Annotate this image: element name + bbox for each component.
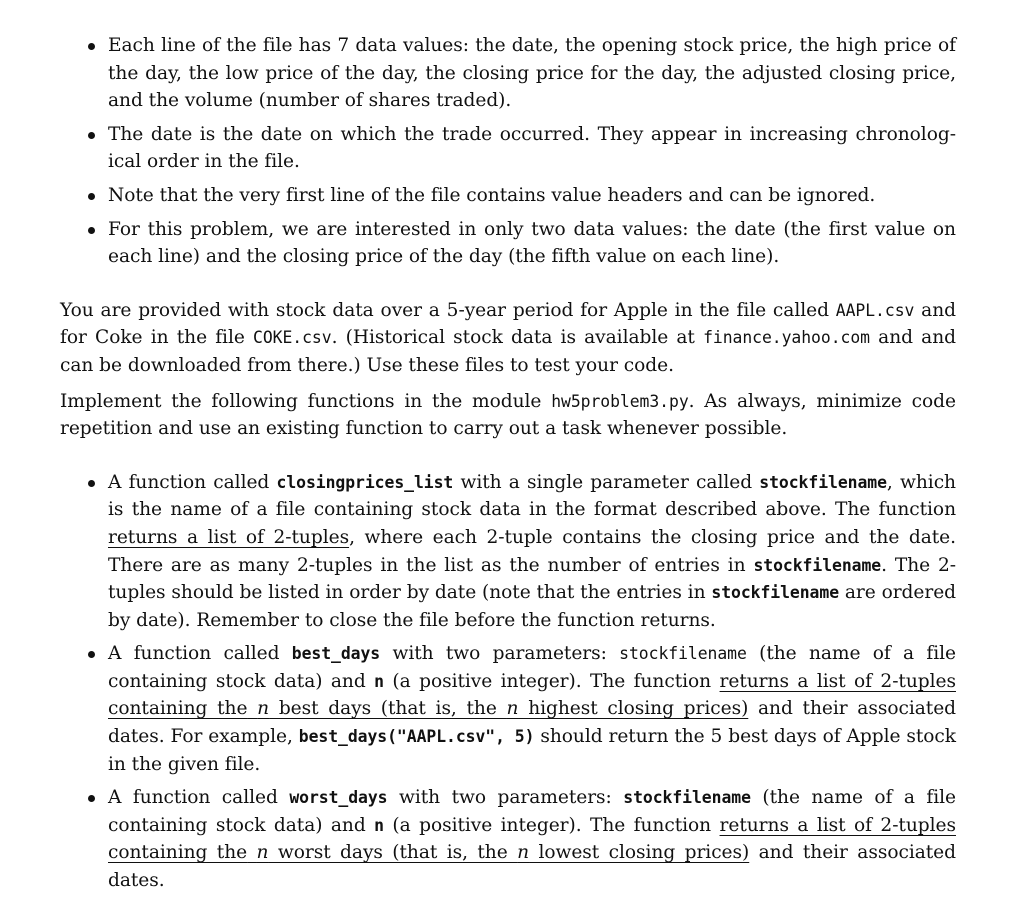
paragraph-text: . (Historical stock data is available at xyxy=(331,327,704,349)
item-text: and their associated dates. For example, xyxy=(108,698,956,748)
underlined-text: returns a list of 2-tuples xyxy=(719,814,956,836)
bullet-text: The date is the date on which the trade occurred. They appear in increasing chronological order in the file. xyxy=(108,123,956,173)
file-format-list xyxy=(60,32,956,271)
underlined-text: returns a list of 2-tuples xyxy=(719,670,956,692)
param-n: n xyxy=(374,815,384,835)
finance-site: finance.yahoo.com xyxy=(703,328,870,348)
math-n: n xyxy=(506,698,519,720)
list-item xyxy=(108,182,956,210)
returns-underline: returns a list of 2-tuples xyxy=(108,526,350,548)
item-text: , which is the name of a file containing stock data in the format described above. The function xyxy=(108,471,956,521)
bullet-icon xyxy=(88,43,95,50)
item-text: should return the 5 best days of Apple stock in the given file. xyxy=(108,726,956,775)
item-text: (a positive integer). The function xyxy=(383,670,720,692)
item-text: , where each 2-tuple contains the closing price and the date. There are as many 2-tuples in the list as the number of entries in xyxy=(108,526,956,576)
module-name: hw5problem3.py xyxy=(551,391,689,411)
bullet-icon xyxy=(88,480,95,487)
aapl-filename: AAPL.csv xyxy=(835,300,915,320)
item-text: are ordered by date). Remember to close the file before the function returns. xyxy=(108,582,956,631)
data-files-paragraph xyxy=(60,297,956,380)
underlined-text: lowest closing prices) xyxy=(529,842,750,864)
param-name: stockfilename xyxy=(619,644,747,664)
math-n: n xyxy=(256,842,269,864)
bullet-icon xyxy=(88,227,95,234)
param-name: stockfilename xyxy=(711,583,840,603)
bullet-icon xyxy=(88,132,95,139)
function-name: best_days xyxy=(291,644,381,664)
bullet-icon xyxy=(88,795,95,802)
param-n: n xyxy=(374,671,384,691)
item-text: A function called xyxy=(108,471,277,493)
list-item-worst-days xyxy=(108,784,956,894)
underlined-text: highest closing prices) xyxy=(518,698,749,720)
underlined-text: containing the xyxy=(108,842,248,864)
math-n: n xyxy=(257,698,270,720)
param-name: stockfilename xyxy=(753,555,882,575)
item-text: A function called xyxy=(108,643,292,665)
item-text: A function called xyxy=(108,787,290,809)
item-text: and their associated dates. xyxy=(108,842,956,892)
list-item xyxy=(108,121,956,176)
functions-list xyxy=(60,469,956,895)
list-item-closingprices xyxy=(108,469,956,635)
param-name: stockfilename xyxy=(759,472,887,492)
item-text: (a positive integer). The function xyxy=(383,814,720,836)
item-text: (the name of a file containing stock data) and xyxy=(108,787,956,836)
paragraph-text: . As always, minimize code repetition and use an existing function to carry out a task whenever possible. xyxy=(60,390,956,440)
underlined-text: containing the xyxy=(108,698,248,720)
item-text: (the name of a file containing stock data) and xyxy=(108,643,956,692)
paragraph-text: and for Coke in the file xyxy=(60,299,956,349)
function-name: worst_days xyxy=(289,788,388,808)
underlined-text: best days (that is, the xyxy=(269,698,507,720)
bullet-text: For this problem, we are interested in only two data values: the date (the first value on each line) and the closing price of the day (the fifth value on each line). xyxy=(108,218,956,268)
paragraph-text: Implement the following functions in the module xyxy=(60,390,552,412)
paragraph-text: You are provided with stock data over a 5-year period for Apple in the file called xyxy=(60,299,836,321)
list-item-best-days xyxy=(108,640,956,778)
function-name: closingprices_list xyxy=(276,472,454,492)
bullet-text: Note that the very first line of the file contains value headers and can be ignored. xyxy=(108,184,876,206)
paragraph-text: and and can be downloaded from there.) Use these files to test your code. xyxy=(60,327,956,376)
implement-paragraph xyxy=(60,388,956,443)
example-call: best_days("AAPL.csv", 5) xyxy=(298,727,535,747)
item-text: . The 2-tuples should be listed in order by date (note that the entries in xyxy=(108,554,957,604)
item-text: with two parameters: xyxy=(380,643,620,665)
bullet-icon xyxy=(88,193,95,200)
math-n: n xyxy=(517,842,530,864)
param-name: stockfilename xyxy=(623,788,751,808)
item-text: with two parameters: xyxy=(387,787,624,809)
item-text: with a single parameter called xyxy=(453,471,760,493)
bullet-icon xyxy=(88,651,95,658)
document-page xyxy=(60,30,956,901)
coke-filename: COKE.csv xyxy=(253,328,332,348)
underlined-text: worst days (that is, the xyxy=(268,842,518,864)
bullet-text: Each line of the file has 7 data values: the date, the opening stock price, the high price of the day, the low price of the day, the closing price for the day, the adjusted closing price, and the volume (number of shares traded). xyxy=(108,35,956,112)
list-item xyxy=(108,32,956,115)
list-item xyxy=(108,216,956,271)
